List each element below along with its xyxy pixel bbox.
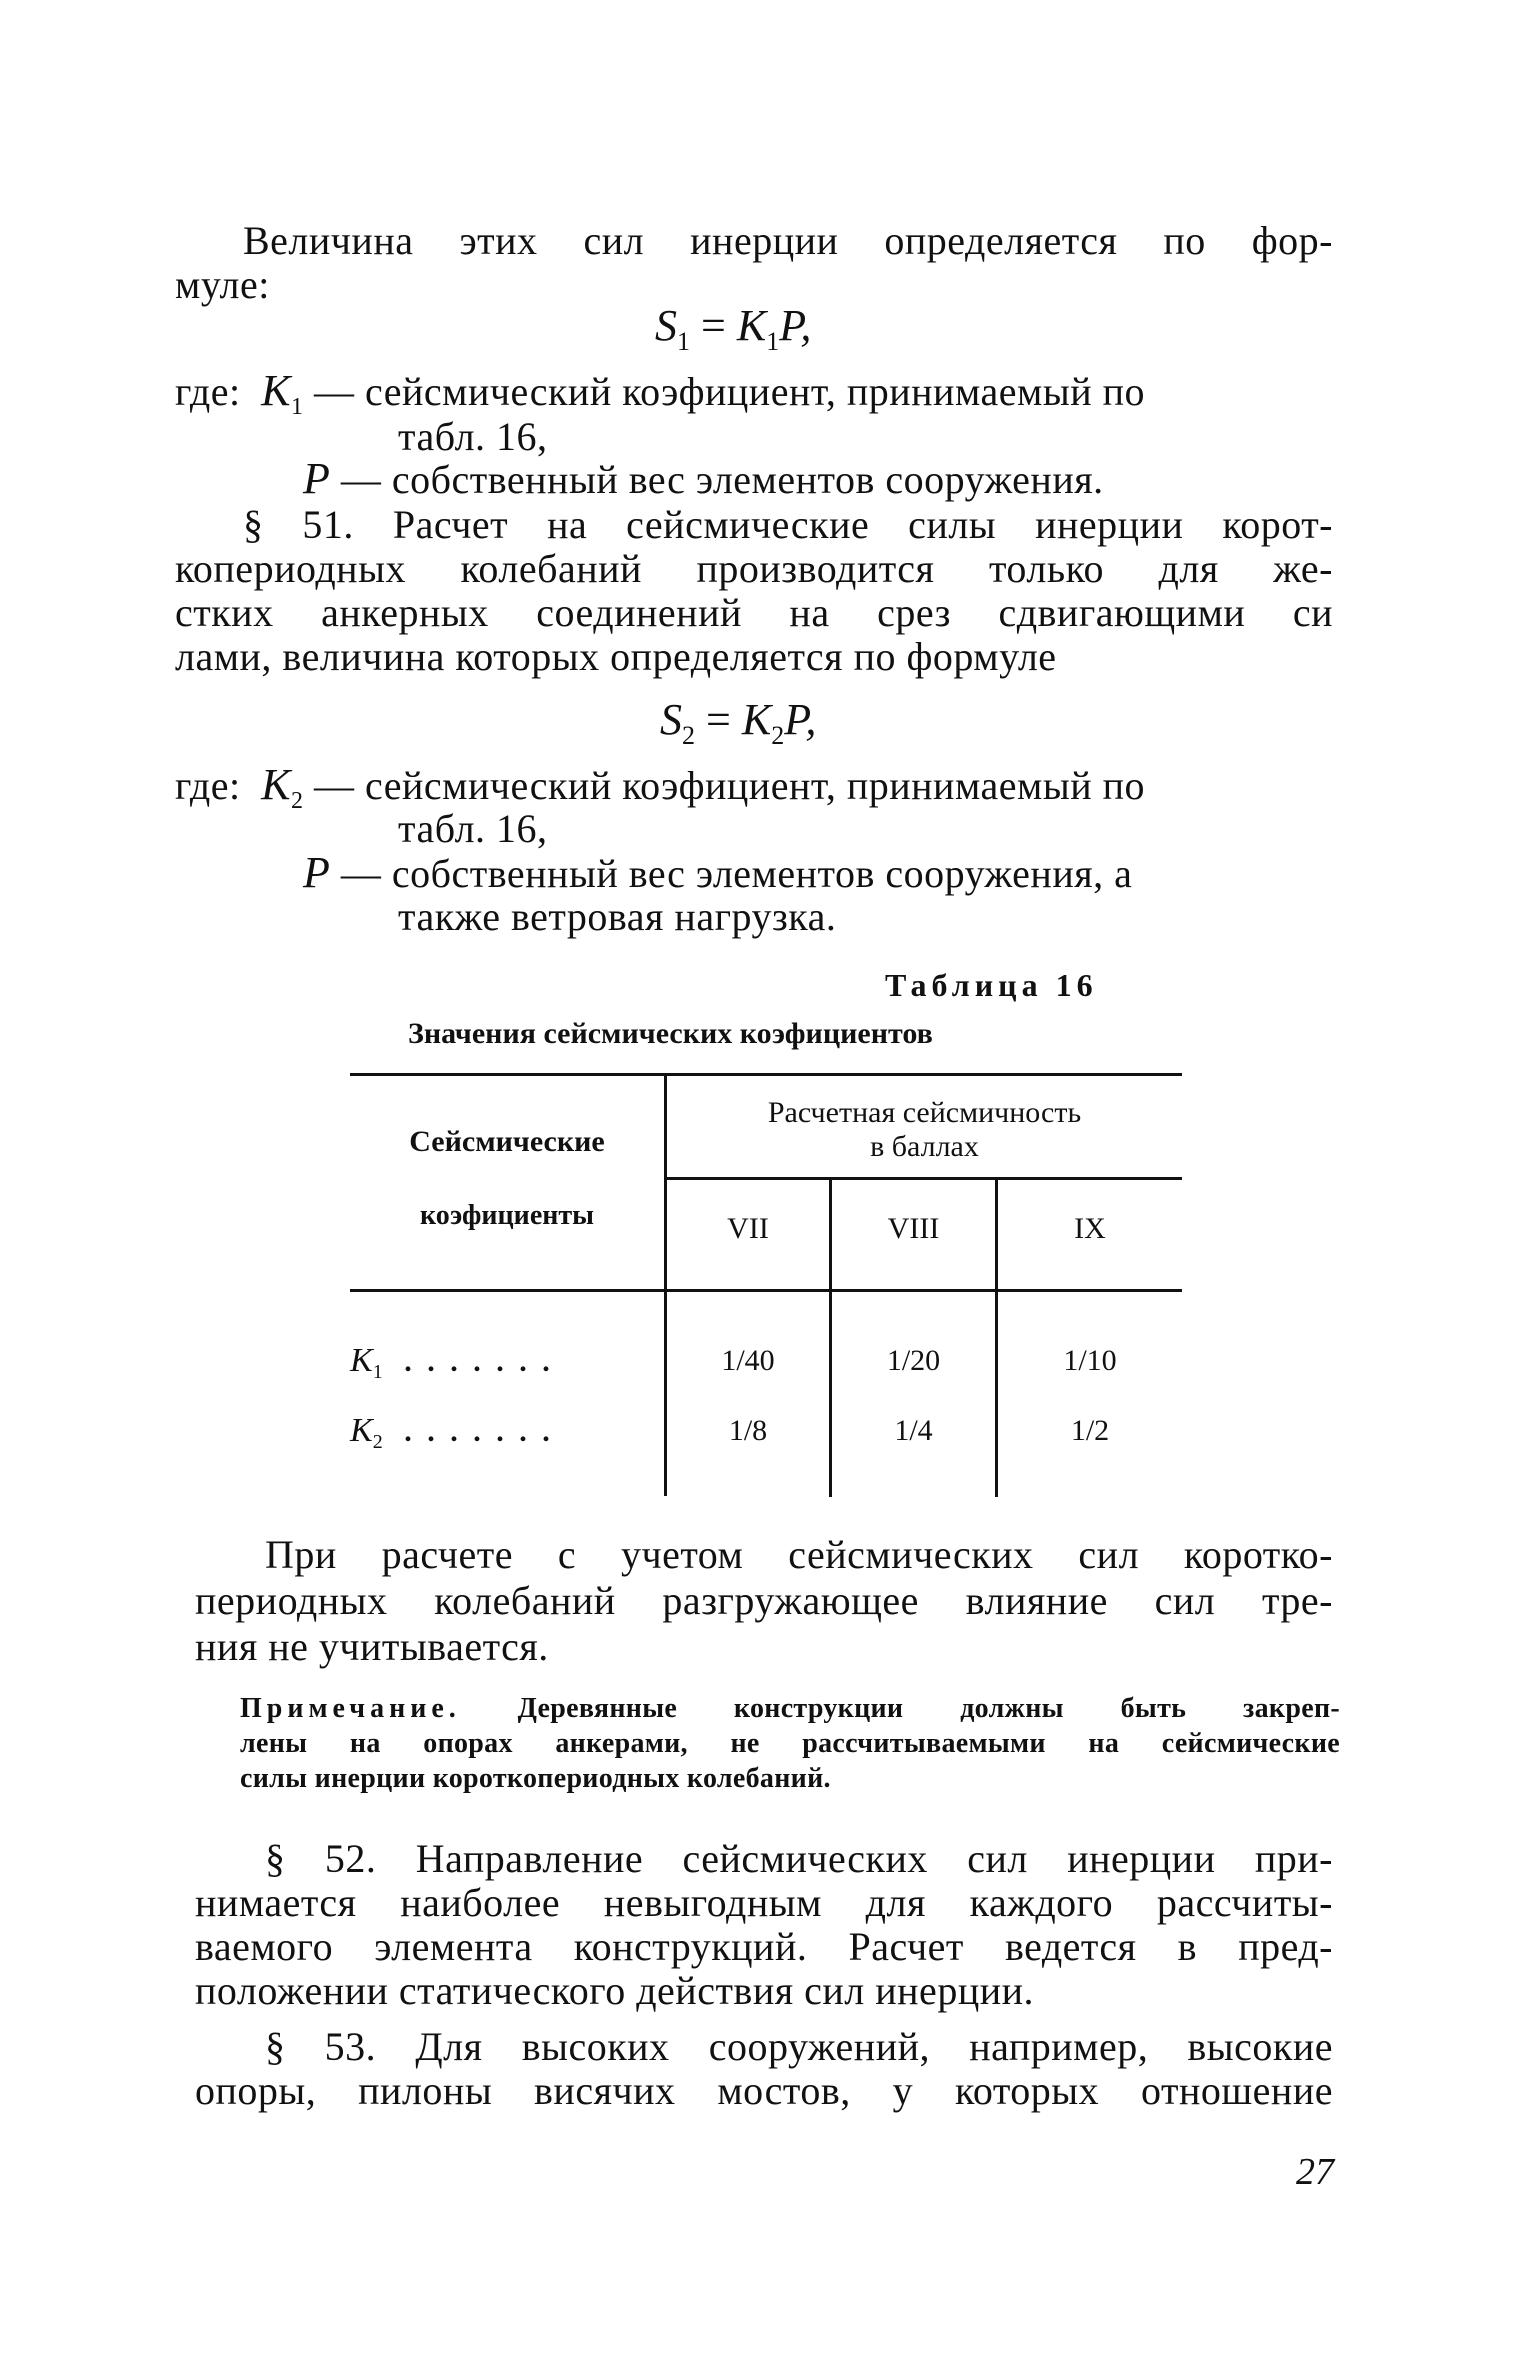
row-k1-label: $K_1$ . . . . . . .	[350, 1342, 554, 1383]
row-k2-label: $K_2$ . . . . . . .	[350, 1412, 554, 1453]
cell-k1-vii: 1/40	[721, 1344, 775, 1377]
def1-p-line: P — собственный вес элементов сооружения.	[303, 454, 1104, 503]
note-line2: лены на опорах анкерами, не рассчитываемыми на сейсмические	[240, 1728, 1340, 1759]
para2-line1: § 51. Расчет на сейсмические силы инерции корот-	[243, 502, 1333, 547]
sub-head-viii: VIII	[887, 1212, 940, 1245]
col-head-coef-a: Сейсмические	[409, 1125, 605, 1158]
para4-line2: нимается наиболее невыгодным для каждого рассчиты-	[195, 1880, 1333, 1925]
def2-k-cont: табл. 16,	[398, 806, 548, 851]
para4-line4: положении статического действия сил инерции.	[195, 1968, 1035, 2013]
para2-line3: стких анкерных соединений на срез сдвигающими си	[175, 590, 1333, 635]
table-head-rule	[350, 1289, 1182, 1292]
table-title: Значения сейсмических коэфициентов	[408, 1017, 933, 1050]
def1-k-cont: табл. 16,	[398, 414, 548, 459]
note-line3: силы инерции короткопериодных колебаний.	[240, 1763, 831, 1794]
cell-k2-viii: 1/4	[894, 1414, 933, 1447]
formula-s1: $S_1 = K_1P$,	[655, 301, 812, 356]
para1-line2: муле:	[175, 262, 270, 307]
para5-line1: § 53. Для высоких сооружений, например, высокие	[265, 2024, 1333, 2069]
para2-line4: лами, величина которых определяется по формуле	[175, 634, 1057, 679]
sub-head-vii: VII	[727, 1212, 769, 1245]
table-group-rule	[664, 1177, 1182, 1180]
para1-line1: Величина этих сил инерции определяется по фор-	[243, 218, 1333, 263]
group-head-b: в баллах	[870, 1130, 979, 1163]
col-head-coef-b: коэфициенты	[420, 1200, 594, 1231]
para5-line2: опоры, пилоны висячих мостов, у которых отношение	[195, 2068, 1333, 2113]
para4-line3: ваемого элемента конструкций. Расчет ведется в пред-	[195, 1924, 1333, 1969]
cell-k1-ix: 1/10	[1063, 1344, 1117, 1377]
page-number: 27	[1296, 2151, 1334, 2193]
formula-s2: $S_2 = K_2P$,	[660, 695, 817, 750]
para4-line1: § 52. Направление сейсмических сил инерции при-	[265, 1836, 1333, 1881]
def1-k-line: где: $K_1$ — сейсмический коэфициент, принимаемый по	[175, 366, 1146, 420]
para3-line2: периодных колебаний разгружающее влияние сил тре-	[195, 1578, 1333, 1623]
def2-p-cont: также ветровая нагрузка.	[398, 894, 837, 939]
table-top-rule	[350, 1073, 1182, 1076]
def2-k-line: где: $K_2$ — сейсмический коэфициент, принимаемый по	[175, 760, 1146, 814]
note-line1: Примечание. Деревянные конструкции должны быть закреп-	[240, 1693, 1340, 1724]
para3-line3: ния не учитывается.	[195, 1624, 549, 1669]
para3-line1: При расчете с учетом сейсмических сил коротко-	[265, 1532, 1333, 1577]
def2-p-line: P — собственный вес элементов сооружения, а	[303, 848, 1133, 897]
group-head-a: Расчетная сейсмичность	[767, 1096, 1082, 1129]
cell-k1-viii: 1/20	[886, 1344, 941, 1377]
cell-k2-ix: 1/2	[1070, 1414, 1110, 1447]
cell-k2-vii: 1/8	[728, 1414, 768, 1447]
para2-line2: копериодных колебаний производится только для же-	[175, 546, 1333, 591]
table-label: Таблица 16	[885, 967, 1098, 1003]
sub-head-ix: IX	[1074, 1212, 1106, 1245]
